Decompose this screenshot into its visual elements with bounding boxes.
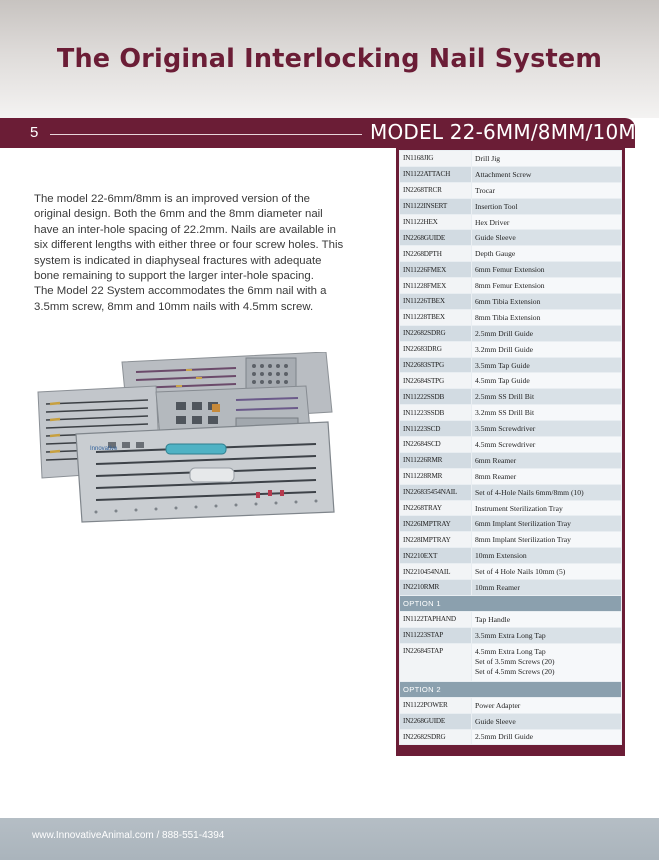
part-code: IN22684STPG xyxy=(400,373,472,389)
part-description: 8mm Femur Extension xyxy=(472,278,622,294)
part-description: Drill Jig xyxy=(472,151,622,167)
part-code: IN22683DRG xyxy=(400,341,472,357)
table-row xyxy=(400,516,622,532)
part-code: IN2210EXT xyxy=(400,548,472,564)
table-row xyxy=(400,697,622,713)
part-code: IN11226RMR xyxy=(400,452,472,468)
part-description: 6mm Implant Sterilization Tray xyxy=(472,516,622,532)
table-row xyxy=(400,182,622,198)
part-description: Insertion Tool xyxy=(472,198,622,214)
table-row xyxy=(400,389,622,405)
part-description: Set of 4 Hole Nails 10mm (5) xyxy=(472,564,622,580)
part-description: 3.2mm Drill Guide xyxy=(472,341,622,357)
part-code: IN11228TBEX xyxy=(400,309,472,325)
table-row xyxy=(400,627,622,643)
part-description: 3.5mm Extra Long Tap xyxy=(472,627,622,643)
table-row xyxy=(400,166,622,182)
part-description: Trocar xyxy=(472,182,622,198)
intro-text xyxy=(34,192,346,315)
table-row xyxy=(400,341,622,357)
table-row xyxy=(400,325,622,341)
footer-contact: www.InnovativeAnimal.com / 888-551-4394 xyxy=(32,830,225,841)
part-description: 10mm Extension xyxy=(472,548,622,564)
option-2-header xyxy=(400,681,622,697)
part-code: IN11226FMEX xyxy=(400,262,472,278)
table-row xyxy=(400,421,622,437)
table-row xyxy=(400,357,622,373)
part-code: IN11223STAP xyxy=(400,627,472,643)
page-title: The Original Interlocking Nail System xyxy=(56,44,603,74)
part-description: Set of 3.5mm Screws (20) xyxy=(475,656,555,666)
table-row xyxy=(400,278,622,294)
table-row xyxy=(400,532,622,548)
part-code: IN2268GUIDE xyxy=(400,713,472,729)
table-row xyxy=(400,405,622,421)
part-code: IN11222SSDB xyxy=(400,389,472,405)
part-description: 4.5mm Extra Long Tap xyxy=(475,646,546,656)
table-row xyxy=(400,548,622,564)
part-code: IN226845TAP xyxy=(400,643,472,681)
page-number: 5 xyxy=(30,124,39,141)
part-description: 3.5mm Tap Guide xyxy=(472,357,622,373)
option-1-header xyxy=(400,595,622,611)
part-code: IN11226TBEX xyxy=(400,294,472,310)
part-code: IN22682SDRG xyxy=(400,729,472,745)
model-title: MODEL 22-6MM/8MM/10MM xyxy=(370,120,654,144)
part-description: Guide Sleeve xyxy=(472,713,622,729)
part-description: 2.5mm Drill Guide xyxy=(472,729,622,745)
part-code: IN2210454NAIL xyxy=(400,564,472,580)
parts-table xyxy=(396,148,625,756)
part-description: Hex Driver xyxy=(472,214,622,230)
part-code: IN1122POWER xyxy=(400,697,472,713)
part-description: Attachment Screw xyxy=(472,166,622,182)
table-row xyxy=(400,500,622,516)
table-row xyxy=(400,452,622,468)
front-tray xyxy=(76,422,334,522)
part-code: IN1122ATTACH xyxy=(400,166,472,182)
table-row xyxy=(400,230,622,246)
part-code: IN2268GUIDE xyxy=(400,230,472,246)
band-divider-rule xyxy=(50,134,362,135)
intro-paragraph-1: The model 22-6mm/8mm is an improved version of the original design. Both the 6mm and the 8mm diameter nail have an inter-hole spacing of 22.2mm. Nails are available in six different lengths with either three or four screw holes. This system is indicated in diaphyseal fractures with adequate bone remaining to support the larger inter-hole spacing. xyxy=(34,193,344,283)
table-row xyxy=(400,214,622,230)
part-description: Set of 4-Hole Nails 6mm/8mm (10) xyxy=(472,484,622,500)
part-description: 2.5mm Drill Guide xyxy=(472,325,622,341)
part-description: Power Adapter xyxy=(472,697,622,713)
part-code: IN11223SSDB xyxy=(400,405,472,421)
part-description: Set of 4.5mm Screws (20) xyxy=(475,666,555,676)
part-code: IN1122TAPHAND xyxy=(400,611,472,627)
table-row xyxy=(400,309,622,325)
part-code: IN2268DPTH xyxy=(400,246,472,262)
table-row xyxy=(400,262,622,278)
part-description: Tap Handle xyxy=(472,611,622,627)
table-row xyxy=(400,151,622,167)
table-row xyxy=(400,611,622,627)
part-code: IN1122INSERT xyxy=(400,198,472,214)
part-description: 6mm Tibia Extension xyxy=(472,294,622,310)
part-code: IN2268TRAY xyxy=(400,500,472,516)
part-description: 4.5mm Screwdriver xyxy=(472,437,622,453)
table-row xyxy=(400,198,622,214)
part-description: 2.5mm SS Drill Bit xyxy=(472,389,622,405)
table-row xyxy=(400,468,622,484)
option-1-label: OPTION 1 xyxy=(400,595,622,611)
part-code: IN11228RMR xyxy=(400,468,472,484)
instrument-tray-photo xyxy=(36,352,344,524)
table-row xyxy=(400,246,622,262)
part-code: IN1122HEX xyxy=(400,214,472,230)
table-row xyxy=(400,580,622,596)
option-2-label: OPTION 2 xyxy=(400,681,622,697)
part-description: 6mm Reamer xyxy=(472,452,622,468)
part-description-group xyxy=(472,643,622,681)
part-code: IN2268TRCR xyxy=(400,182,472,198)
part-code: IN226835454NAIL xyxy=(400,484,472,500)
part-code: IN228IMPTRAY xyxy=(400,532,472,548)
part-code: IN22682SDRG xyxy=(400,325,472,341)
table-row xyxy=(400,294,622,310)
intro-paragraph-2: The Model 22 System accommodates the 6mm nail with a 3.5mm screw, 8mm and 10mm nails with 4.5mm screw. xyxy=(34,285,327,313)
table-row xyxy=(400,484,622,500)
part-description: 8mm Reamer xyxy=(472,468,622,484)
part-description: 8mm Tibia Extension xyxy=(472,309,622,325)
part-description: 3.2mm SS Drill Bit xyxy=(472,405,622,421)
table-row xyxy=(400,713,622,729)
part-code: IN22684SCD xyxy=(400,437,472,453)
part-description: 6mm Femur Extension xyxy=(472,262,622,278)
part-description: Instrument Sterilization Tray xyxy=(472,500,622,516)
table-row xyxy=(400,373,622,389)
part-code: IN2210RMR xyxy=(400,580,472,596)
part-description: 3.5mm Screwdriver xyxy=(472,421,622,437)
table-row xyxy=(400,729,622,745)
part-code: IN1168JIG xyxy=(400,151,472,167)
part-description: 8mm Implant Sterilization Tray xyxy=(472,532,622,548)
tray-logo-label: Innovative xyxy=(90,446,118,452)
table-row xyxy=(400,564,622,580)
part-description: 10mm Reamer xyxy=(472,580,622,596)
part-code: IN226IMPTRAY xyxy=(400,516,472,532)
part-description: 4.5mm Tap Guide xyxy=(472,373,622,389)
part-code: IN11223SCD xyxy=(400,421,472,437)
part-code: IN22683STPG xyxy=(400,357,472,373)
table-row xyxy=(400,643,622,681)
part-description: Depth Gauge xyxy=(472,246,622,262)
part-description: Guide Sleeve xyxy=(472,230,622,246)
part-code: IN11228FMEX xyxy=(400,278,472,294)
table-row xyxy=(400,437,622,453)
